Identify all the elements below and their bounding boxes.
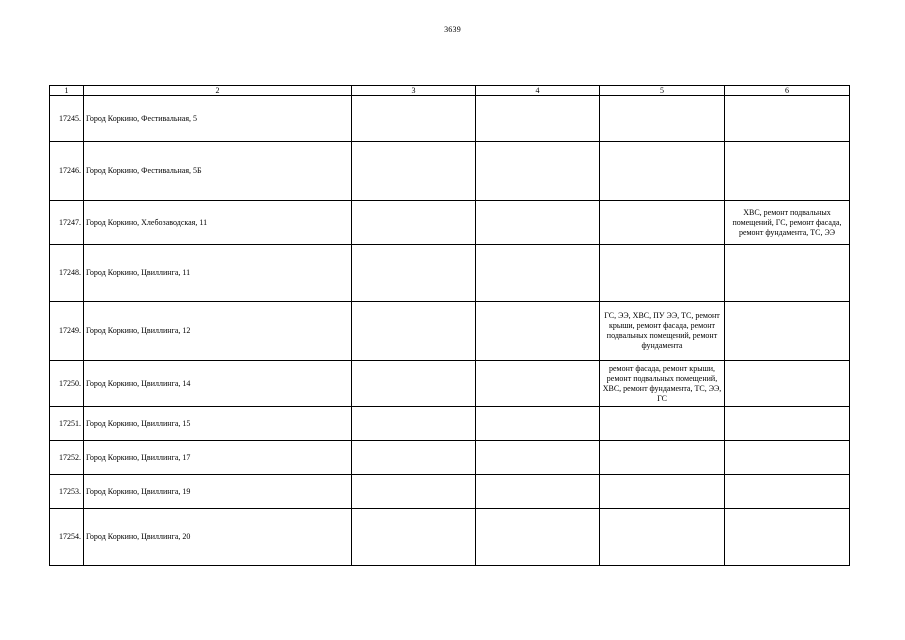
row-cell-5 (600, 407, 725, 441)
row-cell-5: ремонт фасада, ремонт крыши, ремонт подвальных помещений, ХВС, ремонт фундамента, ТС, ЭЭ, ГС (600, 361, 725, 407)
row-cell-6 (725, 142, 850, 201)
page-number: 3639 (444, 25, 461, 34)
row-cell-6 (725, 407, 850, 441)
row-address: Город Коркино, Цвиллинга, 14 (84, 361, 352, 407)
row-cell-3 (352, 441, 476, 475)
row-cell-6 (725, 361, 850, 407)
table-header-row (50, 86, 850, 96)
row-cell-4 (476, 245, 600, 302)
row-address: Город Коркино, Цвиллинга, 20 (84, 509, 352, 566)
table-row (50, 96, 850, 142)
column-header-1: 1 (50, 86, 84, 96)
row-cell-4 (476, 441, 600, 475)
row-cell-6 (725, 302, 850, 361)
column-header-2: 2 (84, 86, 352, 96)
row-address: Город Коркино, Цвиллинга, 12 (84, 302, 352, 361)
row-number: 17250. (50, 361, 84, 407)
row-cell-5 (600, 509, 725, 566)
row-cell-5 (600, 142, 725, 201)
column-header-3: 3 (352, 86, 476, 96)
table-row (50, 361, 850, 407)
row-address: Город Коркино, Фестивальная, 5Б (84, 142, 352, 201)
row-cell-5 (600, 475, 725, 509)
row-cell-3 (352, 201, 476, 245)
row-cell-3 (352, 96, 476, 142)
row-cell-4 (476, 407, 600, 441)
row-cell-5: ГС, ЭЭ, ХВС, ПУ ЭЭ, ТС, ремонт крыши, ремонт фасада, ремонт подвальных помещений, ремонт фундамента (600, 302, 725, 361)
table-row (50, 441, 850, 475)
column-header-5: 5 (600, 86, 725, 96)
row-address: Город Коркино, Цвиллинга, 11 (84, 245, 352, 302)
table-row (50, 509, 850, 566)
column-header-6: 6 (725, 86, 850, 96)
row-number: 17248. (50, 245, 84, 302)
row-address: Город Коркино, Фестивальная, 5 (84, 96, 352, 142)
table-row (50, 245, 850, 302)
row-number: 17251. (50, 407, 84, 441)
row-number: 17245. (50, 96, 84, 142)
row-cell-4 (476, 475, 600, 509)
row-cell-4 (476, 142, 600, 201)
row-cell-3 (352, 407, 476, 441)
row-number: 17249. (50, 302, 84, 361)
row-cell-6 (725, 245, 850, 302)
row-cell-3 (352, 245, 476, 302)
row-number: 17246. (50, 142, 84, 201)
row-number: 17253. (50, 475, 84, 509)
row-cell-5 (600, 201, 725, 245)
table-row (50, 302, 850, 361)
row-cell-4 (476, 302, 600, 361)
row-cell-4 (476, 201, 600, 245)
row-cell-3 (352, 509, 476, 566)
row-number: 17252. (50, 441, 84, 475)
row-cell-4 (476, 96, 600, 142)
row-cell-6: ХВС, ремонт подвальных помещений, ГС, ремонт фасада, ремонт фундамента, ТС, ЭЭ (725, 201, 850, 245)
table-row (50, 475, 850, 509)
row-cell-5 (600, 245, 725, 302)
row-cell-3 (352, 475, 476, 509)
row-cell-6 (725, 509, 850, 566)
row-number: 17254. (50, 509, 84, 566)
row-address: Город Коркино, Хлебозаводская, 11 (84, 201, 352, 245)
row-cell-3 (352, 361, 476, 407)
table-row (50, 201, 850, 245)
row-cell-3 (352, 302, 476, 361)
row-cell-5 (600, 441, 725, 475)
table-row (50, 142, 850, 201)
row-cell-4 (476, 509, 600, 566)
row-address: Город Коркино, Цвиллинга, 15 (84, 407, 352, 441)
row-address: Город Коркино, Цвиллинга, 17 (84, 441, 352, 475)
row-address: Город Коркино, Цвиллинга, 19 (84, 475, 352, 509)
repair-schedule-table (49, 85, 850, 566)
row-number: 17247. (50, 201, 84, 245)
row-cell-5 (600, 96, 725, 142)
row-cell-6 (725, 441, 850, 475)
row-cell-6 (725, 475, 850, 509)
row-cell-6 (725, 96, 850, 142)
row-cell-3 (352, 142, 476, 201)
table-row (50, 407, 850, 441)
column-header-4: 4 (476, 86, 600, 96)
row-cell-4 (476, 361, 600, 407)
